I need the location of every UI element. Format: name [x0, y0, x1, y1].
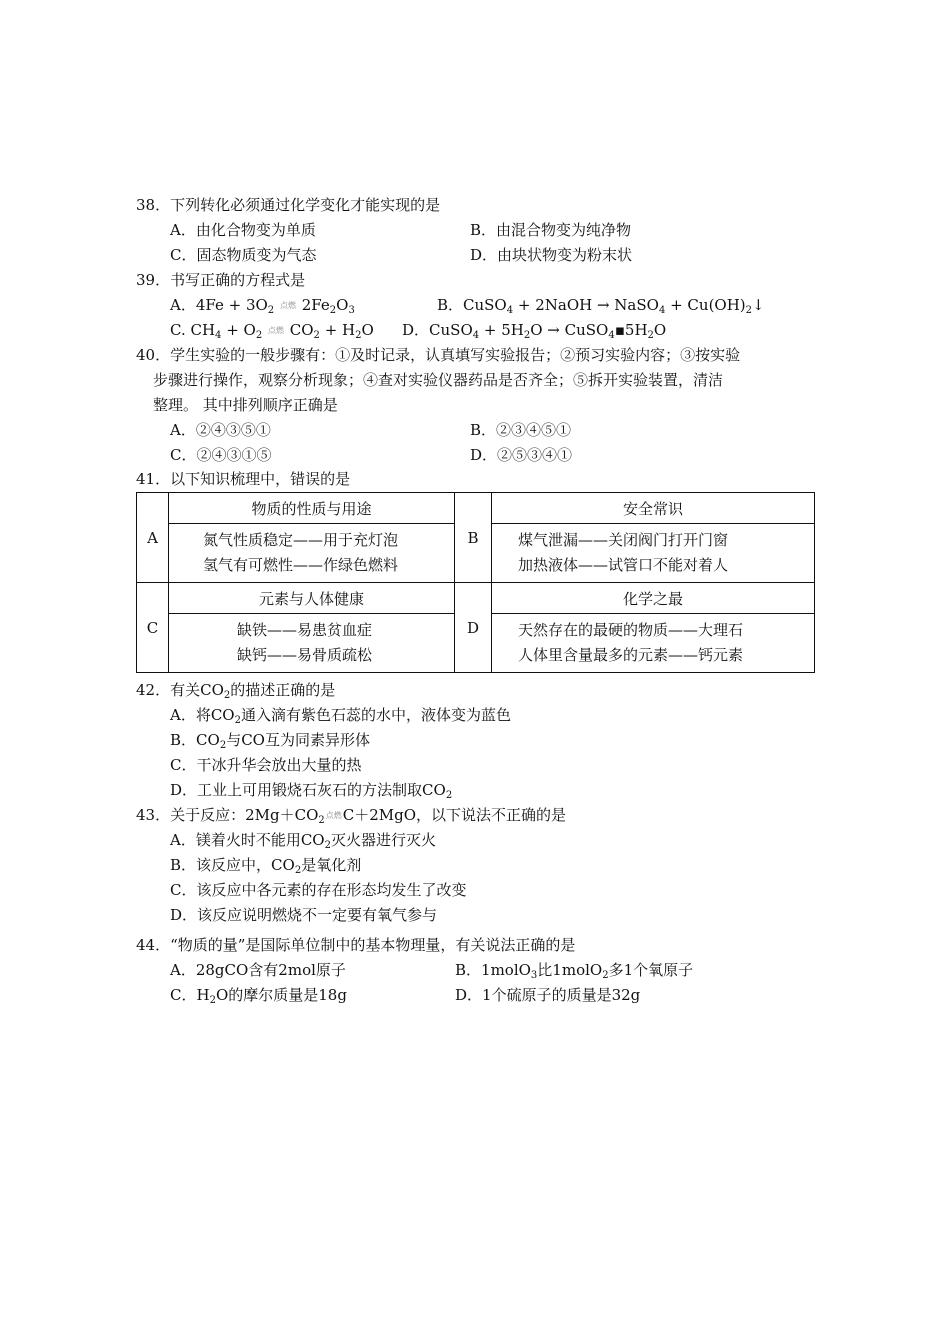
q44-option-d: D．1个硫原子的质量是32g [455, 986, 641, 1004]
q40-option-b: B．②③④⑤① [470, 421, 572, 439]
cell-b-title: 安全常识 [492, 493, 815, 524]
cell-d-line2: 人体里含量最多的元素——钙元素 [518, 646, 744, 664]
cell-a-line2: 氢气有可燃性——作绿色燃料 [203, 556, 399, 574]
q38-option-b: B．由混合物变为纯净物 [470, 221, 632, 239]
q40-option-d: D．②⑤③④① [470, 446, 573, 464]
cell-d-label: D [455, 583, 492, 673]
q43-option-b: B．该反应中，$CO_2$是氧化剂 [170, 856, 362, 876]
q40-option-c: C．②④③①⑤ [170, 446, 272, 464]
cell-a-label: A [137, 493, 169, 583]
cell-d-body [492, 614, 815, 673]
q40-option-a: A．②④③⑤① [170, 421, 271, 439]
q38-option-a: A．由化合物变为单质 [170, 221, 316, 239]
cell-c-title: 元素与人体健康 [169, 583, 455, 614]
cell-c-label: C [137, 583, 169, 673]
q42-option-a: A．将$CO_2$通入滴有紫色石蕊的水中，液体变为蓝色 [170, 706, 511, 726]
cell-b-line2: 加热液体——试管口不能对着人 [518, 556, 729, 574]
q39-stem: 39．书写正确的方程式是 [136, 271, 306, 289]
q43-option-c: C．该反应中各元素的存在形态均发生了改变 [170, 881, 467, 899]
q44-stem: 44．“物质的量”是国际单位制中的基本物理量，有关说法正确的是 [136, 936, 576, 954]
cell-c-line2: 缺钙——易骨质疏松 [237, 646, 373, 664]
q42-option-b: B．$CO_2$与CO互为同素异形体 [170, 731, 370, 751]
q42-option-d: D．工业上可用锻烧石灰石的方法制取$CO_2$ [170, 781, 453, 801]
q44-option-a: A．28gCO含有2mol原子 [170, 961, 346, 979]
q41-knowledge-table [136, 492, 815, 673]
q43-option-a: A．镁着火时不能用$CO_2$灭火器进行灭火 [170, 831, 436, 851]
cell-a-title: 物质的性质与用途 [169, 493, 455, 524]
q40-stem-line2: 步骤进行操作，观察分析现象；④查对实验仪器药品是否齐全；⑤拆开实验装置，清洁 [153, 371, 724, 389]
cell-d-line1: 天然存在的最硬的物质——大理石 [518, 621, 744, 639]
equation-condition-mark: 点燃 [267, 326, 284, 335]
q39-option-d: D．CuSO$_4$ + $5H_2O$ → $CuSO_4▪5H_2O$ [402, 321, 667, 341]
cell-d-title: 化学之最 [492, 583, 815, 614]
cell-a-line1: 氮气性质稳定——用于充灯泡 [203, 531, 399, 549]
q41-stem: 41．以下知识梳理中，错误的是 [136, 470, 351, 488]
q43-stem: 43．关于反应：$2Mg+CO_2$点燃C＋2MgO，以下说法不正确的是 [136, 806, 567, 826]
equation-condition-mark: 点燃 [279, 301, 296, 310]
cell-c-line1: 缺铁——易患贫血症 [237, 621, 373, 639]
q38-option-d: D．由块状物变为粉末状 [470, 246, 633, 264]
equation-condition-mark: 点燃 [325, 811, 342, 820]
q42-option-c: C．干冰升华会放出大量的热 [170, 756, 362, 774]
q38-option-c: C．固态物质变为气态 [170, 246, 317, 264]
q39-option-b: B．CuSO$_4$ + 2NaOH → NaSO$_4$ + $Cu(OH)_2↓$ [437, 296, 765, 316]
cell-a-body [169, 524, 455, 583]
q40-stem-line3: 整理。 其中排列顺序正确是 [153, 396, 338, 414]
q43-option-d: D．该反应说明燃烧不一定要有氧气参与 [170, 906, 438, 924]
q44-option-b: B．1molO$_3$比1molO$_2$多1个氧原子 [455, 961, 694, 981]
q40-stem-line1: 40．学生实验的一般步骤有：①及时记录，认真填写实验报告；②预习实验内容；③按实验 [136, 346, 741, 364]
cell-b-label: B [455, 493, 492, 583]
q42-stem: 42．有关$CO_2$的描述正确的是 [136, 681, 336, 701]
cell-c-body [169, 614, 455, 673]
cell-b-body [492, 524, 815, 583]
q39-option-a: A．$4Fe + 3O_2$ 点燃 $2Fe_2O_3$ [170, 296, 355, 316]
cell-b-line1: 煤气泄漏——关闭阀门打开门窗 [518, 531, 729, 549]
q38-stem: 38．下列转化必须通过化学变化才能实现的是 [136, 196, 441, 214]
q39-option-c: C. $CH_4 + O_2$ 点燃 $CO_2 + H_2O$ [170, 321, 374, 341]
q44-option-c: C．$H_2O$的摩尔质量是18g [170, 986, 347, 1006]
